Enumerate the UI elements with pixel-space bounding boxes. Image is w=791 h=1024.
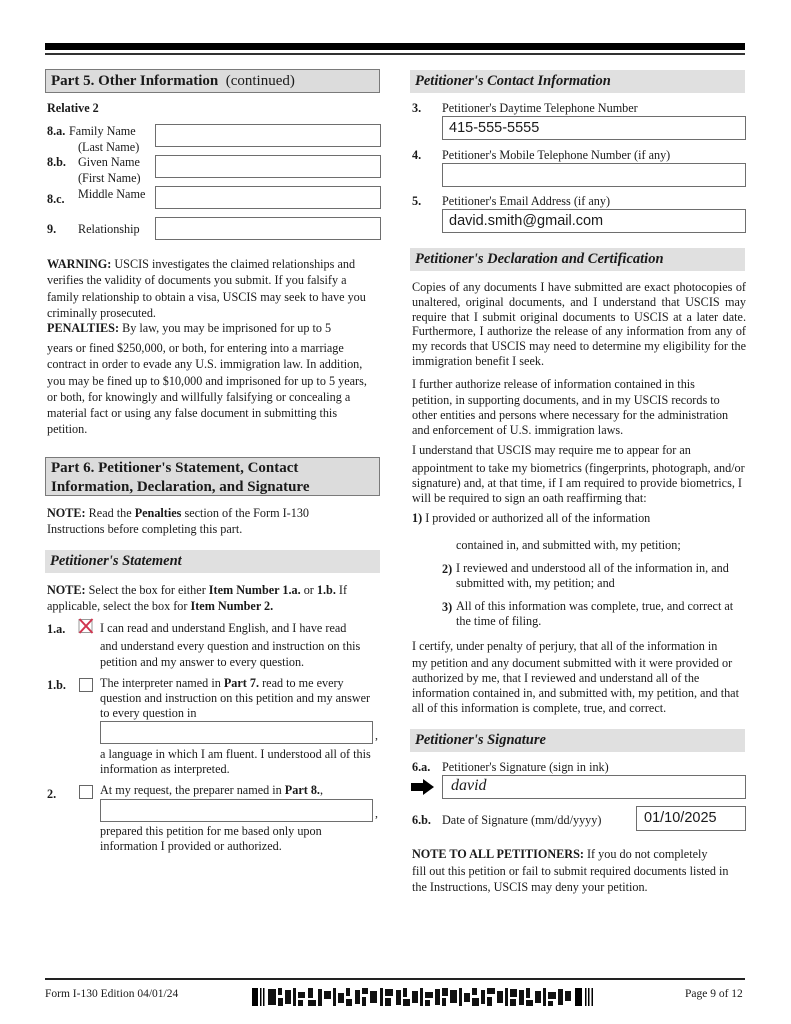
family-name-label-line1: Family Name bbox=[69, 124, 136, 138]
note-to-petitioners-lead: NOTE TO ALL PETITIONERS: bbox=[412, 847, 584, 861]
item-8b-number: 8.b. bbox=[47, 155, 66, 169]
oath-item-1 bbox=[412, 510, 746, 526]
signature-label: Petitioner's Signature (sign in ink) bbox=[442, 760, 609, 774]
given-name-label-line1: Given Name bbox=[78, 155, 140, 169]
item-2-part8: Part 8. bbox=[284, 783, 320, 797]
email-label: Petitioner's Email Address (if any) bbox=[442, 194, 611, 208]
statement-note-bold2: 1.b. bbox=[316, 583, 336, 597]
preparer-input[interactable] bbox=[100, 799, 373, 822]
item-8c-number: 8.c. bbox=[47, 192, 65, 206]
warning-paragraph bbox=[47, 256, 377, 321]
item-2-checkbox[interactable] bbox=[79, 785, 93, 799]
mobile-phone-label: Petitioner's Mobile Telephone Number (if any) bbox=[442, 148, 671, 162]
part6-note-bold: Penalties bbox=[134, 506, 182, 520]
relationship-input[interactable] bbox=[155, 217, 381, 240]
contact-header: Petitioner's Contact Information bbox=[410, 70, 745, 93]
item-4-number: 4. bbox=[412, 148, 422, 162]
item-1b-after-text: a language in which I am fluent. I understood all of this information as interpreted. bbox=[100, 747, 371, 776]
certify-paragraph: my petition and any document submitted with it were provided or authorized by me, that I reviewed and understand all of the information contained in, and submitted with, my petition, and that all of this information is complete, true, and correct. bbox=[412, 656, 739, 715]
declaration-para3: appointment to take my biometrics (fingerprints, photograph, and/or signature) and, at that time, if I am required to provide biometrics, I will be required to sign an oath reaffirming that: bbox=[412, 461, 745, 505]
statement-note-bold3: Item Number 2. bbox=[190, 599, 274, 614]
note-to-petitioners: fill out this petition or fail to submit required documents listed in the Instructions, USCIS may deny your petition. bbox=[412, 864, 729, 894]
item-2-text bbox=[100, 782, 378, 798]
item-9-number: 9. bbox=[47, 222, 57, 236]
part6-title-line1: Part 6. Petitioner's Statement, Contact bbox=[51, 460, 299, 476]
signature-date-label: Date of Signature (mm/dd/yyyy) bbox=[442, 813, 602, 827]
item-1b-number: 1.b. bbox=[47, 678, 66, 692]
certify-line1: I certify, under penalty of perjury, that all of the information in bbox=[412, 639, 718, 653]
item-6a-number: 6.a. bbox=[412, 760, 431, 774]
item-1a-text: and understand every question and instruction on this petition and my answer to every question. bbox=[100, 639, 361, 670]
declaration-para2: petition, in supporting documents, and in my USCIS records to other entities and persons where necessary for the administration and enforcement of U.S. immigration laws. bbox=[412, 393, 729, 437]
statement-note-bold1: Item Number 1.a. bbox=[208, 583, 301, 597]
part5-header bbox=[45, 69, 380, 93]
oath-item-2: I reviewed and understood all of the information in, and submitted with, my petition; and bbox=[456, 561, 729, 590]
penalties-paragraph: years or fined $250,000, or both, for entering into a marriage contract in order to evade any U.S. immigration law. In addition, you may be fined up to $10,000 and imprisoned for up to 5 years, or both, for knowingly and willfully falsifying or concealing a material fact or using any false document in submitting this petition. bbox=[47, 341, 367, 437]
comma-1b: , bbox=[375, 728, 378, 742]
interpreter-language-input[interactable] bbox=[100, 721, 373, 744]
relationship-value bbox=[156, 218, 380, 219]
warning-lead: WARNING: bbox=[47, 257, 112, 271]
middle-name-label: Middle Name bbox=[78, 187, 146, 201]
part6-note bbox=[47, 505, 347, 538]
oath1-line1: I provided or authorized all of the information bbox=[422, 511, 651, 525]
oath3-num: 3) bbox=[442, 600, 453, 614]
family-name-label bbox=[69, 124, 139, 155]
oath-item-2-num bbox=[442, 561, 452, 577]
part5-title: Part 5. Other Information bbox=[51, 73, 219, 89]
note-to-petitioners-line1 bbox=[412, 846, 746, 862]
mobile-phone-input[interactable] bbox=[442, 163, 746, 187]
penalties-line1 bbox=[47, 320, 377, 336]
page-number: Page 9 of 12 bbox=[685, 988, 743, 1000]
statement-note-pre: Select the box for either bbox=[85, 583, 209, 597]
checked-x-icon bbox=[78, 618, 94, 634]
part6-note-post: section of the Form I-130 Instructions before completing this part. bbox=[47, 506, 310, 537]
given-name-label bbox=[78, 155, 141, 186]
item-1a-number: 1.a. bbox=[47, 622, 66, 636]
family-name-input[interactable] bbox=[155, 124, 381, 147]
item-1b-post: read to me every question and instruction on this petition and my answer to every question in bbox=[100, 676, 371, 720]
declaration-header: Petitioner's Declaration and Certification bbox=[410, 248, 745, 271]
item-1a-line1: I can read and understand English, and I have read bbox=[100, 621, 347, 635]
signature-date-value: 01/10/2025 bbox=[644, 810, 717, 826]
given-name-input[interactable] bbox=[155, 155, 381, 178]
part6-note-lead: NOTE: bbox=[47, 506, 86, 520]
form-edition: Form I-130 Edition 04/01/24 bbox=[45, 988, 179, 1000]
item-6b-number: 6.b. bbox=[412, 813, 431, 827]
statement-note-mid2: If applicable, select the box for bbox=[47, 583, 348, 614]
given-name-value bbox=[156, 156, 380, 157]
given-name-label-line2: (First Name) bbox=[78, 170, 141, 185]
signature-value: david bbox=[451, 777, 487, 794]
statement-note bbox=[47, 582, 377, 615]
item-5-number: 5. bbox=[412, 194, 422, 208]
item-1a-checkbox[interactable] bbox=[78, 618, 94, 634]
relative-2-label: Relative 2 bbox=[47, 101, 99, 115]
part5-continued: (continued) bbox=[225, 73, 295, 89]
declaration-para1: Copies of any documents I have submitted are exact photocopies of unaltered, original documents, and I understand that USCIS may require that I submit original documents to USCIS at a later date. Furthermore, I authorize the release of any information from any of my records that USCIS may need to determine my eligibility for the immigration benefit I seek. bbox=[412, 280, 746, 368]
penalties-lead: PENALTIES: bbox=[47, 321, 120, 335]
signature-date-input[interactable] bbox=[636, 806, 746, 831]
item-3-number: 3. bbox=[412, 101, 422, 115]
email-value: david.smith@gmail.com bbox=[449, 213, 604, 229]
item-2-number: 2. bbox=[47, 787, 57, 801]
warning-text: USCIS investigates the claimed relationships and verifies the validity of documents you submit. If you falsify a family relationship to obtain a visa, USCIS may seek to have you criminally prosecuted. bbox=[47, 257, 366, 320]
relationship-label: Relationship bbox=[78, 222, 140, 236]
family-name-value bbox=[156, 125, 380, 126]
item-1b-checkbox[interactable] bbox=[79, 678, 93, 692]
oath1-num: 1) bbox=[412, 511, 423, 525]
item-8a-number: 8.a. bbox=[47, 124, 66, 138]
top-thick-rule bbox=[45, 43, 745, 50]
middle-name-input[interactable] bbox=[155, 186, 381, 209]
daytime-phone-value: 415-555-5555 bbox=[449, 120, 540, 136]
item-1b-part7: Part 7. bbox=[223, 676, 260, 690]
statement-header: Petitioner's Statement bbox=[45, 550, 380, 573]
oath-item-1-cont: contained in, and submitted with, my petition; bbox=[456, 538, 681, 552]
part6-header bbox=[45, 457, 380, 496]
declaration-para2-line1: I further authorize release of information contained in this bbox=[412, 377, 695, 391]
daytime-phone-label: Petitioner's Daytime Telephone Number bbox=[442, 101, 638, 115]
item-1b-pre: The interpreter named in bbox=[100, 676, 224, 690]
penalties-line1-text: By law, you may be imprisoned for up to 5 bbox=[119, 321, 332, 335]
top-thin-rule bbox=[45, 53, 745, 55]
part6-title-line2: Information, Declaration, and Signature bbox=[51, 478, 310, 495]
item-2-after-text: prepared this petition for me based only upon information I provided or authorized. bbox=[100, 824, 322, 853]
note-to-petitioners-line1-text: If you do not completely bbox=[583, 847, 708, 861]
oath2-num: 2) bbox=[442, 562, 453, 576]
oath-item-3: All of this information was complete, true, and correct at the time of filing. bbox=[456, 599, 734, 628]
interpreter-language-value bbox=[101, 722, 372, 723]
preparer-value bbox=[101, 800, 372, 801]
oath-item-3-num bbox=[442, 599, 452, 615]
family-name-label-line2: (Last Name) bbox=[78, 139, 140, 154]
item-2-post: , bbox=[319, 783, 324, 797]
email-input[interactable] bbox=[442, 209, 746, 233]
item-1b-text bbox=[100, 676, 378, 721]
mobile-phone-value bbox=[443, 164, 745, 165]
part6-note-pre: Read the bbox=[85, 506, 135, 520]
signature-input[interactable] bbox=[442, 775, 746, 799]
statement-note-mid: or bbox=[300, 583, 317, 597]
declaration-para3-line1: I understand that USCIS may require me to appear for an bbox=[412, 443, 691, 457]
bottom-rule bbox=[45, 978, 745, 980]
item-2-pre: At my request, the preparer named in bbox=[100, 783, 285, 797]
statement-note-lead: NOTE: bbox=[47, 583, 86, 597]
daytime-phone-input[interactable] bbox=[442, 116, 746, 140]
middle-name-value bbox=[156, 187, 380, 188]
comma-2: , bbox=[375, 806, 378, 820]
signature-header: Petitioner's Signature bbox=[410, 729, 745, 752]
arrow-right-icon bbox=[411, 779, 435, 800]
barcode bbox=[252, 988, 594, 1006]
